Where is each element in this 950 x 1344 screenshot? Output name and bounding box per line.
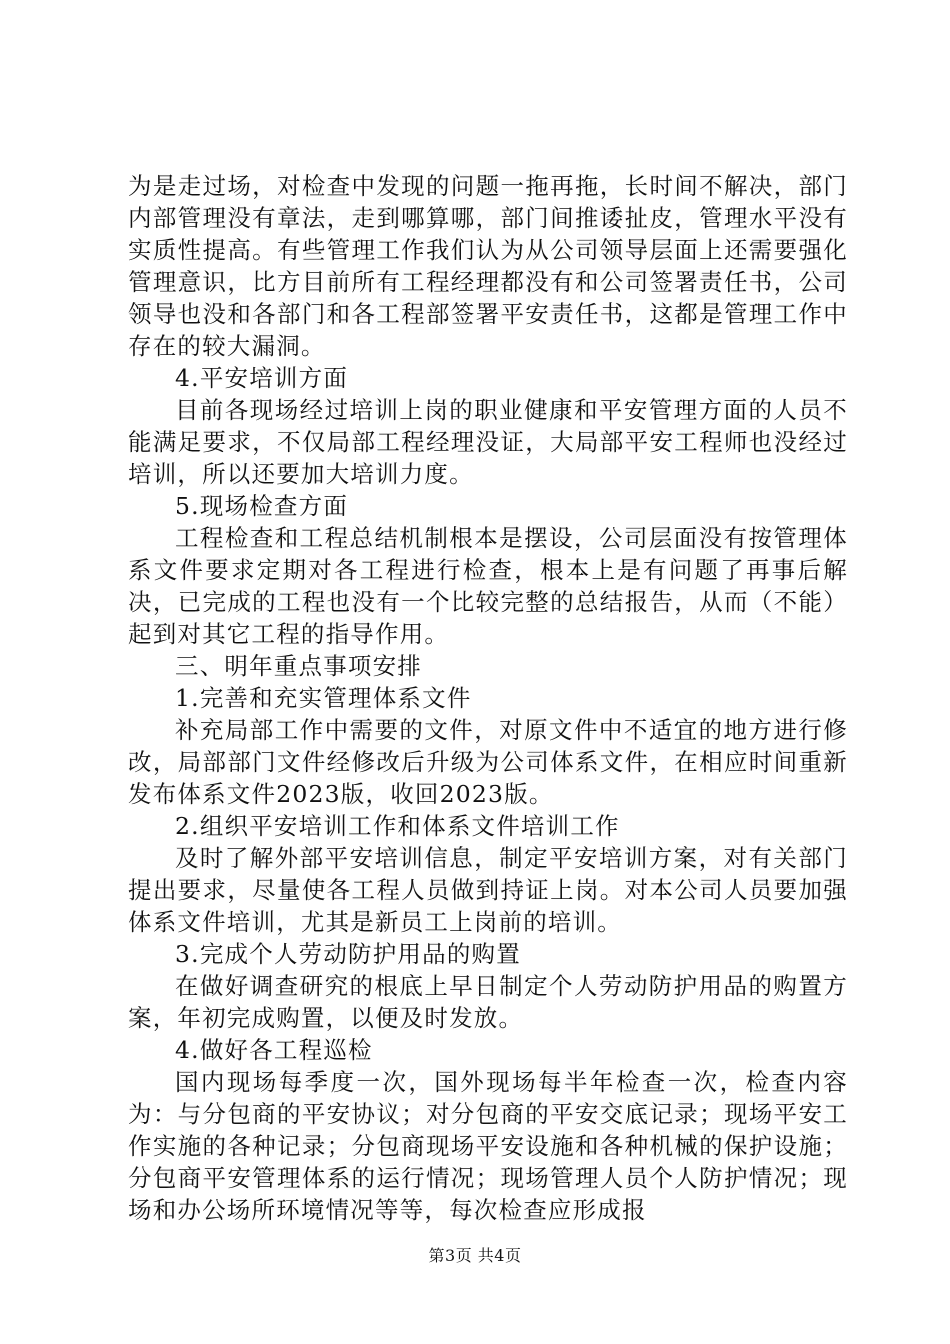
item-paragraph-2: 及时了解外部平安培训信息，制定平安培训方案，对有关部门提出要求，尽量使各工程人员做到持证上岗。对本公司人员要加强体系文件培训，尤其是新员工上岗前的培训。 <box>128 844 848 936</box>
item-heading-1: 1.完善和充实管理体系文件 <box>175 684 472 712</box>
item-paragraph-3: 在做好调查研究的根底上早日制定个人劳动防护用品的购置方案，年初完成购置，以便及时发放。 <box>128 972 848 1032</box>
section-heading-next-year: 三、明年重点事项安排 <box>175 652 422 680</box>
heading-site-inspection: 5.现场检查方面 <box>175 492 349 520</box>
paragraph-continuation: 为是走过场，对检查中发现的问题一拖再拖，长时间不解决，部门内部管理没有章法，走到哪算哪，部门间推诿扯皮，管理水平没有实质性提高。有些管理工作我们认为从公司领导层面上还需要强化管理意识，比方目前所有工程经理都没有和公司签署责任书，公司领导也没和各部门和各工程部签署平安责任书，这都是管理工作中存在的较大漏洞。 <box>128 172 848 360</box>
heading-safety-training: 4.平安培训方面 <box>175 364 349 392</box>
item-heading-2: 2.组织平安培训工作和体系文件培训工作 <box>175 812 620 840</box>
page-number-footer: 第3页 共4页 <box>428 1246 522 1265</box>
item-heading-3: 3.完成个人劳动防护用品的购置 <box>175 940 521 968</box>
item-heading-4: 4.做好各工程巡检 <box>175 1036 373 1064</box>
item-paragraph-1: 补充局部工作中需要的文件，对原文件中不适宜的地方进行修改，局部部门文件经修改后升级为公司体系文件，在相应时间重新发布体系文件2023版，收回2023版。 <box>128 716 848 808</box>
item-paragraph-4: 国内现场每季度一次，国外现场每半年检查一次，检查内容为：与分包商的平安协议；对分包商的平安交底记录；现场平安工作实施的各种记录；分包商现场平安设施和各种机械的保护设施；分包商平安管理体系的运行情况；现场管理人员个人防护情况；现场和办公场所环境情况等等，每次检查应形成报 <box>128 1068 848 1224</box>
paragraph-safety-training: 目前各现场经过培训上岗的职业健康和平安管理方面的人员不能满足要求，不仅局部工程经理没证，大局部平安工程师也没经过培训，所以还要加大培训力度。 <box>128 396 848 488</box>
paragraph-site-inspection: 工程检查和工程总结机制根本是摆设，公司层面没有按管理体系文件要求定期对各工程进行检查，根本上是有问题了再事后解决，已完成的工程也没有一个比较完整的总结报告，从而（不能）起到对其它工程的指导作用。 <box>128 524 848 648</box>
body-text <box>128 170 848 1226</box>
